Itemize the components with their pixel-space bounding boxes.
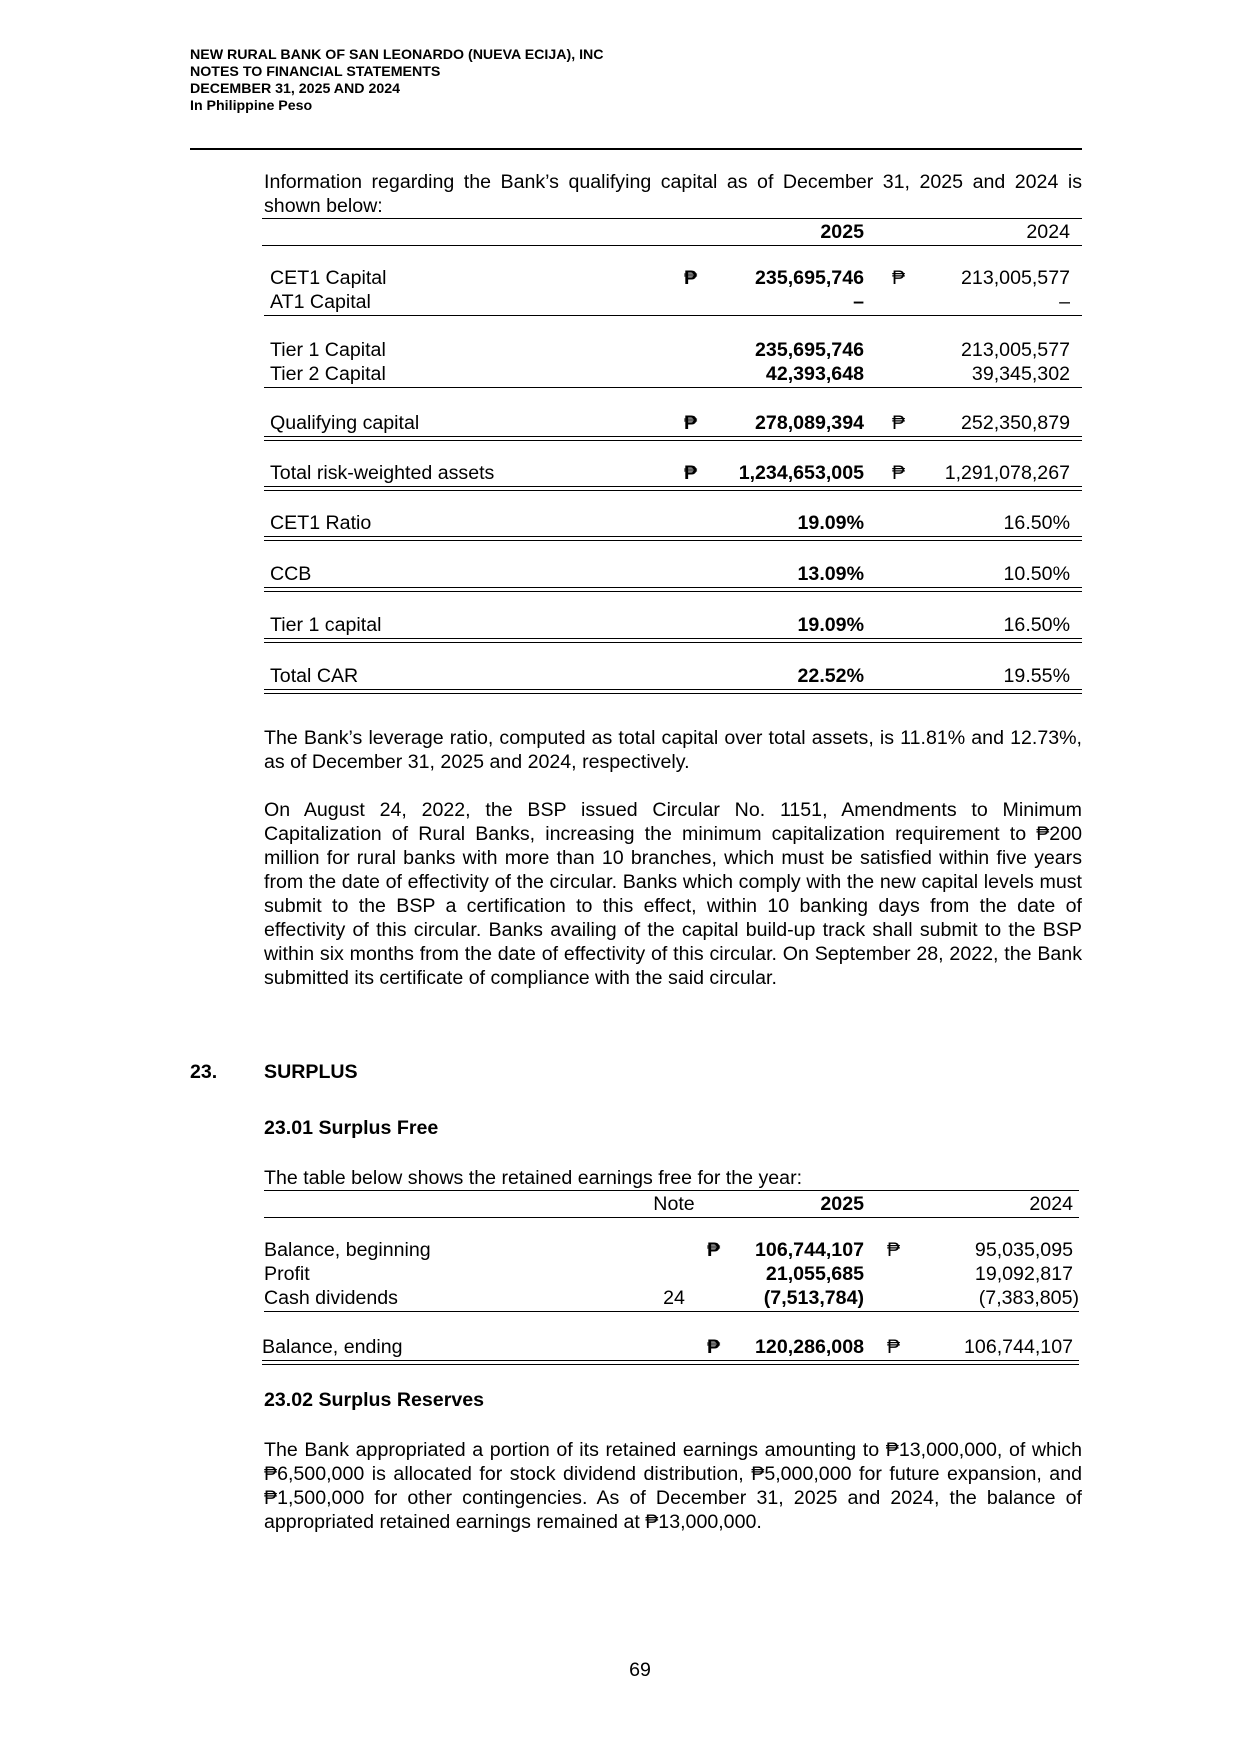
value-2025: (7,513,784): [763, 1287, 864, 1309]
row-label: Balance, beginning: [264, 1239, 431, 1261]
value-2024: 213,005,577: [961, 267, 1070, 289]
table-top-rule: [262, 218, 1082, 219]
surplus-reserves-title: 23.02 Surplus Reserves: [264, 1389, 485, 1411]
value-2024: 16.50%: [1003, 512, 1070, 534]
double-rule: [262, 1360, 1079, 1365]
table-row: [264, 291, 1082, 315]
peso-sign: ₱: [707, 1239, 721, 1261]
table-row: [264, 1263, 1079, 1287]
value-2024: 19.55%: [1003, 665, 1070, 687]
row-label: CET1 Ratio: [270, 512, 372, 534]
row-label: Profit: [264, 1263, 310, 1285]
value-2024: 16.50%: [1003, 614, 1070, 636]
value-2025: 235,695,746: [755, 267, 864, 289]
value-2024: 10.50%: [1003, 563, 1070, 585]
value-2025: 120,286,008: [755, 1336, 864, 1358]
col-header-2025: 2025: [820, 221, 864, 243]
value-2025: 13.09%: [797, 563, 864, 585]
row-label: CCB: [270, 563, 312, 585]
row-label: Qualifying capital: [270, 412, 420, 434]
double-rule: [264, 436, 1082, 441]
header-bank-name: NEW RURAL BANK OF SAN LEONARDO (NUEVA ECIJA), INC: [190, 47, 604, 63]
value-2025: 235,695,746: [755, 339, 864, 361]
surplus-free-intro: The table below shows the retained earnings free for the year:: [264, 1167, 803, 1189]
row-rule: [264, 387, 1082, 388]
table-row: [264, 412, 1082, 436]
col-header-2024: 2024: [1029, 1193, 1073, 1215]
header-notes-title: NOTES TO FINANCIAL STATEMENTS: [190, 64, 441, 80]
double-rule: [264, 486, 1082, 491]
value-2024: 95,035,095: [974, 1239, 1073, 1261]
peso-sign: ₱: [887, 1336, 901, 1358]
table-row: [264, 1287, 1079, 1311]
document-header: [190, 47, 604, 115]
value-2024: 252,350,879: [961, 412, 1070, 434]
row-label: Tier 1 Capital: [270, 339, 386, 361]
table-row: [264, 462, 1082, 486]
peso-sign: ₱: [684, 462, 698, 484]
value-2024: 19,092,817: [974, 1263, 1073, 1285]
value-2024: –: [1059, 291, 1070, 313]
double-rule: [264, 689, 1082, 694]
double-rule: [264, 536, 1082, 541]
row-label: Cash dividends: [264, 1287, 398, 1309]
peso-sign: ₱: [707, 1336, 721, 1358]
value-2024: 39,345,302: [971, 363, 1070, 385]
col-header-2024: 2024: [1026, 221, 1070, 243]
row-label: CET1 Capital: [270, 267, 387, 289]
table-row: [264, 1239, 1079, 1263]
table-top-rule: [264, 1190, 1079, 1191]
value-2024: (7,383,805): [978, 1287, 1079, 1309]
circular-paragraph: On August 24, 2022, the BSP issued Circular No. 1151, Amendments to Minimum Capitalization of Rural Banks, increasing the minimum capitalization requirement to ₱200 million for rural banks with more than 10 branches, which must be satisfied within five years from the date of effectivity of the circular. Banks which comply with the new capital levels must submit to the BSP a certification to this effect, within 10 banking days from the date of effectivity of this circular. Banks availing of the capital build-up track shall submit to the BSP within six months from the date of effectivity of this circular. On September 28, 2022, the Bank submitted its certificate of compliance with the said circular.: [264, 799, 1082, 989]
table-row: [264, 339, 1082, 363]
double-rule: [264, 587, 1082, 592]
header-currency: In Philippine Peso: [190, 98, 313, 114]
section-title: SURPLUS: [264, 1061, 358, 1083]
row-label: AT1 Capital: [270, 291, 371, 313]
table-row: [264, 267, 1082, 291]
value-2025: 278,089,394: [755, 412, 864, 434]
row-label: Tier 2 Capital: [270, 363, 386, 385]
col-header-note: Note: [653, 1193, 695, 1215]
capital-intro: Information regarding the Bank’s qualifying capital as of December 31, 2025 and 2024 is shown below:: [264, 171, 1082, 217]
peso-sign: ₱: [684, 412, 698, 434]
peso-sign: ₱: [887, 1239, 901, 1261]
surplus-reserves-paragraph: The Bank appropriated a portion of its retained earnings amounting to ₱13,000,000, of which ₱6,500,000 is allocated for stock dividend distribution, ₱5,000,000 for future expansion, and ₱1,500,000 for other contingencies. As of December 31, 2025 and 2024, the balance of appropriated retained earnings remained at ₱13,000,000.: [264, 1439, 1082, 1533]
value-2025: 106,744,107: [755, 1239, 864, 1261]
section-number: 23.: [190, 1061, 218, 1083]
header-date: DECEMBER 31, 2025 AND 2024: [190, 81, 401, 97]
row-label: Tier 1 capital: [270, 614, 382, 636]
value-2025: 22.52%: [797, 665, 864, 687]
table-header-row: [264, 1193, 1079, 1217]
value-2025: 21,055,685: [765, 1263, 864, 1285]
value-2024: 213,005,577: [961, 339, 1070, 361]
header-rule: [190, 148, 1082, 150]
row-rule: [264, 315, 1082, 316]
value-2024: 106,744,107: [964, 1336, 1073, 1358]
table-row: [264, 363, 1082, 387]
row-label: Total CAR: [270, 665, 359, 687]
surplus-free-title: 23.01 Surplus Free: [264, 1117, 439, 1139]
leverage-paragraph: The Bank’s leverage ratio, computed as total capital over total assets, is 11.81% and 12.73%, as of December 31, 2025 and 2024, respectively.: [264, 727, 1082, 773]
header-bottom-rule: [264, 1217, 1079, 1218]
table-row: [264, 665, 1082, 689]
value-2025: 19.09%: [797, 614, 864, 636]
double-rule: [264, 638, 1082, 643]
table-row: [264, 614, 1082, 638]
table-row: [264, 512, 1082, 536]
value-2024: 1,291,078,267: [944, 462, 1070, 484]
header-bottom-rule: [262, 245, 1082, 246]
table-row: [264, 1336, 1079, 1360]
table-row: [264, 563, 1082, 587]
page-number: 69: [629, 1659, 651, 1681]
value-2025: 1,234,653,005: [738, 462, 864, 484]
row-label: Total risk-weighted assets: [270, 462, 495, 484]
peso-sign: ₱: [892, 267, 906, 289]
value-2025: –: [853, 291, 864, 313]
value-2025: 42,393,648: [765, 363, 864, 385]
table-header-row: [264, 221, 1082, 245]
value-2025: 19.09%: [797, 512, 864, 534]
row-rule: [264, 1311, 1079, 1312]
row-label: Balance, ending: [262, 1336, 403, 1358]
col-header-2025: 2025: [820, 1193, 864, 1215]
peso-sign: ₱: [684, 267, 698, 289]
note-reference: 24: [663, 1287, 685, 1309]
peso-sign: ₱: [892, 462, 906, 484]
peso-sign: ₱: [892, 412, 906, 434]
